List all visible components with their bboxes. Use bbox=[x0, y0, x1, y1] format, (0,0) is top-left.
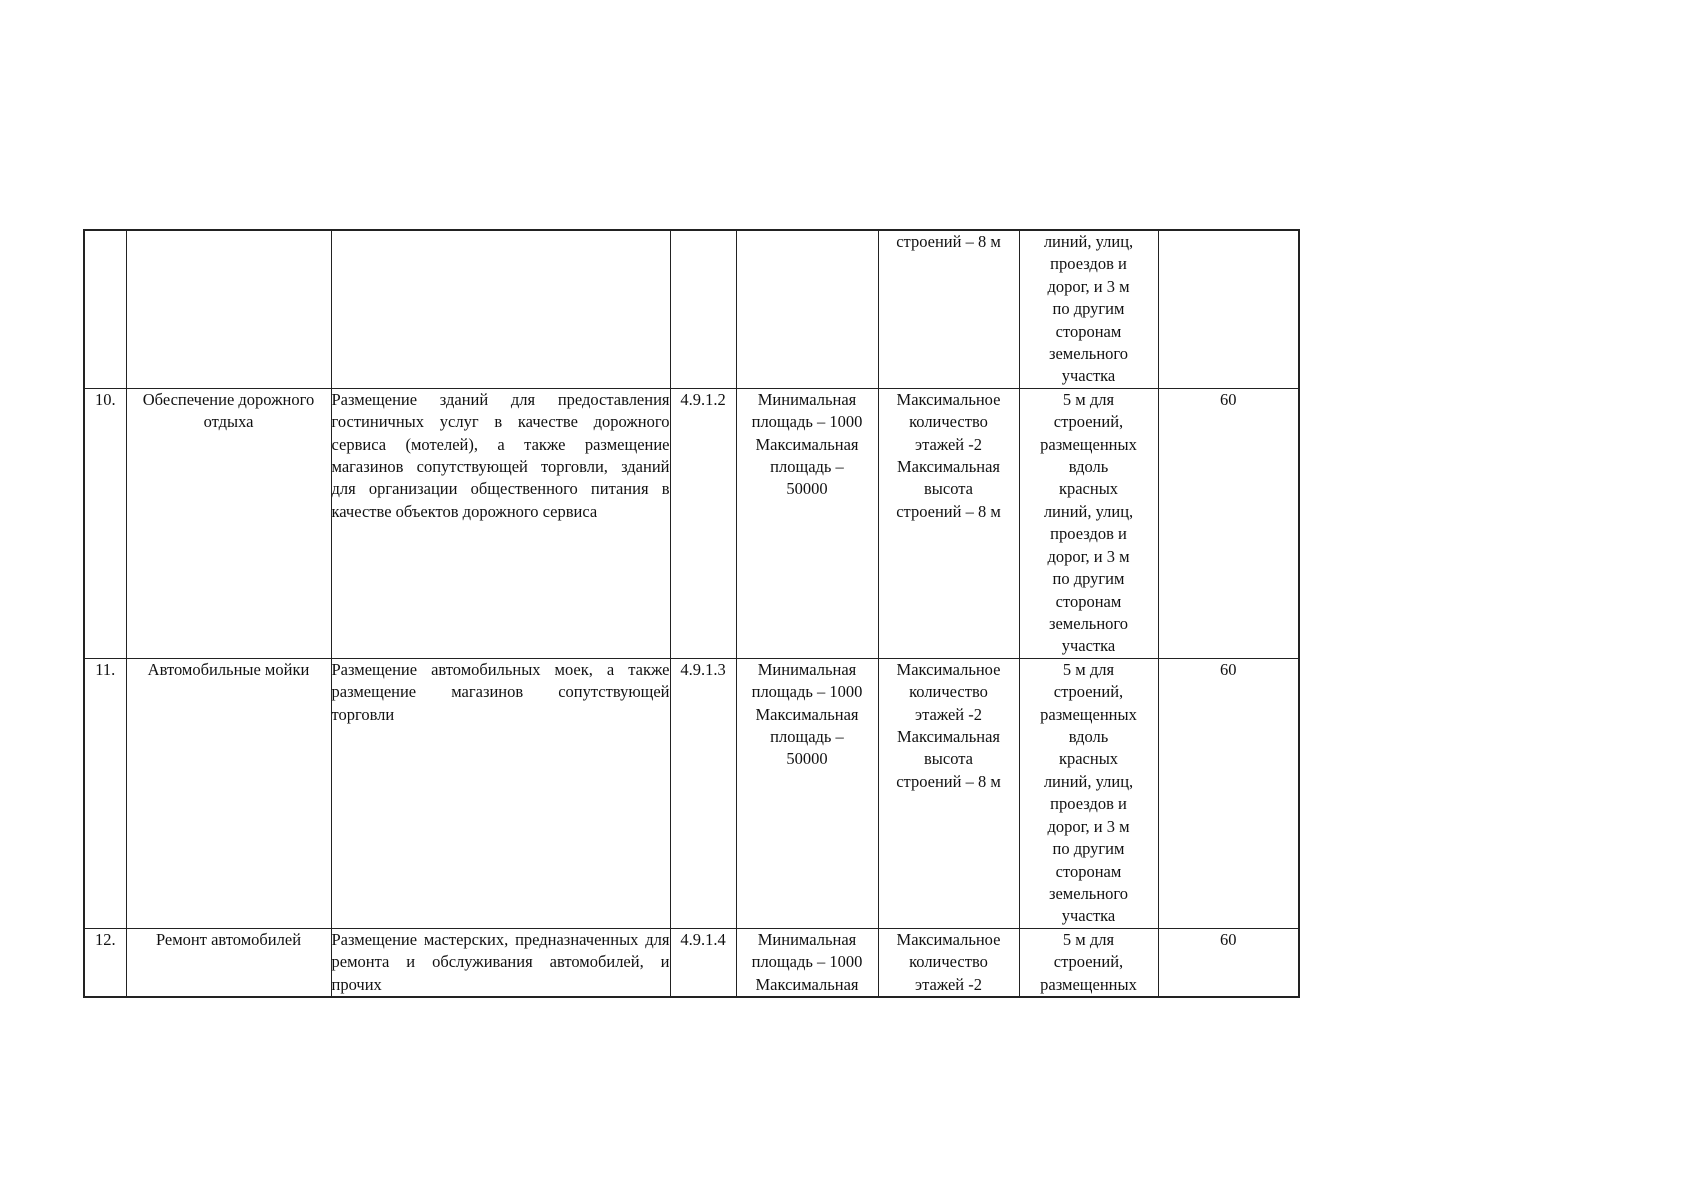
row-number-cell: 12. bbox=[84, 928, 126, 997]
table-row bbox=[84, 388, 1299, 658]
table-row bbox=[84, 230, 1299, 388]
setback-cell: 5 м для строений, размещенных bbox=[1019, 928, 1158, 997]
use-name-cell: Ремонт автомобилей bbox=[126, 928, 331, 997]
use-code-cell bbox=[670, 230, 736, 388]
plot-area-cell: Минимальная площадь – 1000 Максимальная площадь – 50000 bbox=[736, 388, 878, 658]
use-code-cell: 4.9.1.2 bbox=[670, 388, 736, 658]
use-name-cell: Автомобильные мойки bbox=[126, 658, 331, 928]
coverage-percent-cell: 60 bbox=[1158, 928, 1299, 997]
use-code-cell: 4.9.1.3 bbox=[670, 658, 736, 928]
plot-area-cell: Минимальная площадь – 1000 Максимальная bbox=[736, 928, 878, 997]
use-code-cell: 4.9.1.4 bbox=[670, 928, 736, 997]
coverage-percent-cell bbox=[1158, 230, 1299, 388]
setback-cell: линий, улиц, проездов и дорог, и 3 м по другим сторонам земельного участка bbox=[1019, 230, 1158, 388]
use-name-cell bbox=[126, 230, 331, 388]
plot-area-cell: Минимальная площадь – 1000 Максимальная площадь – 50000 bbox=[736, 658, 878, 928]
setback-cell: 5 м для строений, размещенных вдоль красных линий, улиц, проездов и дорог, и 3 м по другим сторонам земельного участка bbox=[1019, 388, 1158, 658]
floors-height-cell: Максимальное количество этажей -2 Максимальная высота строений – 8 м bbox=[878, 658, 1019, 928]
land-use-table bbox=[83, 229, 1300, 998]
plot-area-cell bbox=[736, 230, 878, 388]
coverage-percent-cell: 60 bbox=[1158, 388, 1299, 658]
floors-height-cell: Максимальное количество этажей -2 Максимальная высота строений – 8 м bbox=[878, 388, 1019, 658]
use-description-cell: Размещение зданий для предоставления гостиничных услуг в качестве дорожного сервиса (мотелей), а также размещение магазинов сопутствующей торговли, зданий для организации общественного питания в качестве объектов дорожного сервиса bbox=[331, 388, 670, 658]
row-number-cell bbox=[84, 230, 126, 388]
row-number-cell: 10. bbox=[84, 388, 126, 658]
floors-height-cell: строений – 8 м bbox=[878, 230, 1019, 388]
floors-height-cell: Максимальное количество этажей -2 bbox=[878, 928, 1019, 997]
use-description-cell: Размещение мастерских, предназначенных для ремонта и обслуживания автомобилей, и прочих bbox=[331, 928, 670, 997]
use-description-cell: Размещение автомобильных моек, а также размещение магазинов сопутствующей торговли bbox=[331, 658, 670, 928]
row-number-cell: 11. bbox=[84, 658, 126, 928]
table-row bbox=[84, 928, 1299, 997]
use-name-cell: Обеспечение дорожного отдыха bbox=[126, 388, 331, 658]
table-row bbox=[84, 658, 1299, 928]
use-description-cell bbox=[331, 230, 670, 388]
setback-cell: 5 м для строений, размещенных вдоль красных линий, улиц, проездов и дорог, и 3 м по другим сторонам земельного участка bbox=[1019, 658, 1158, 928]
coverage-percent-cell: 60 bbox=[1158, 658, 1299, 928]
